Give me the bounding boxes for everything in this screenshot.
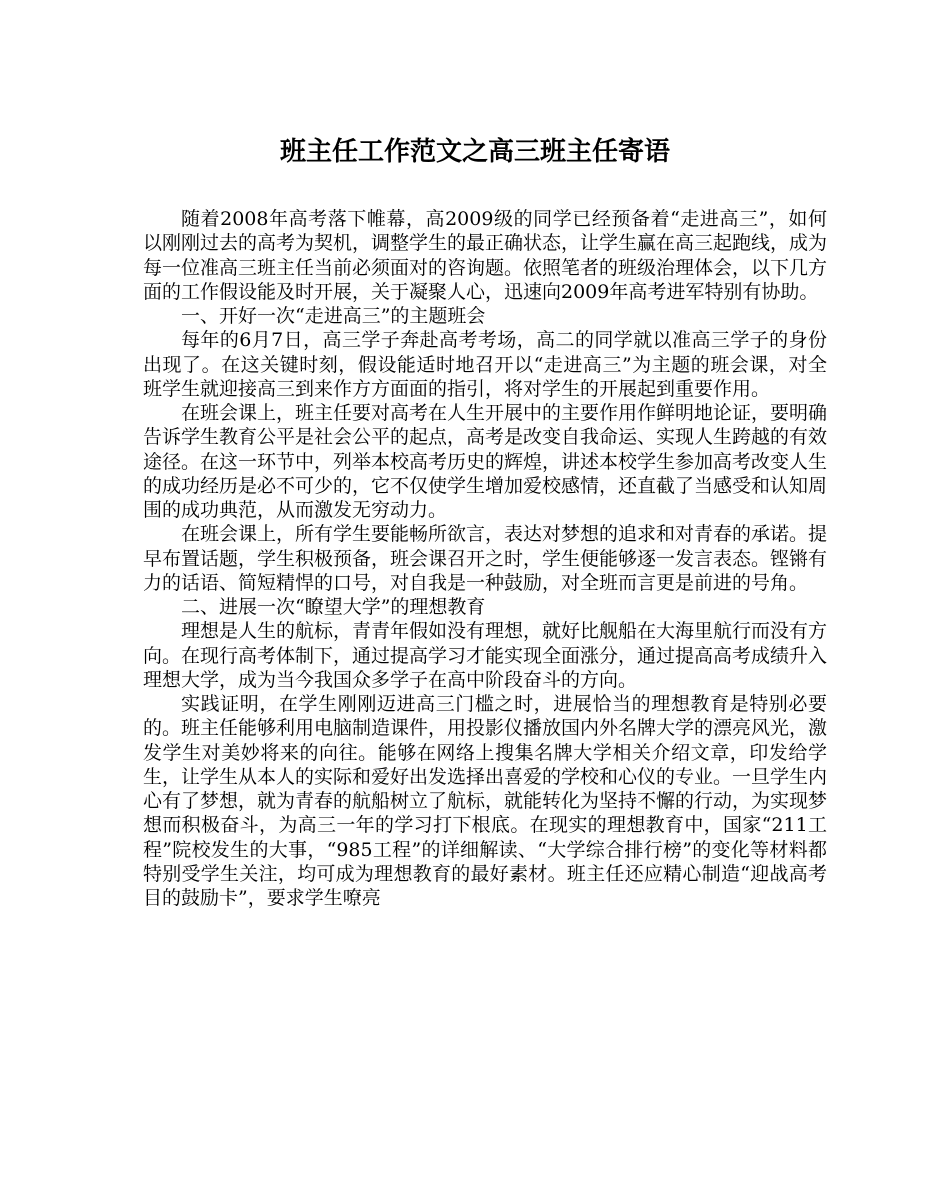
document-body [143,207,827,910]
body-paragraph: 每年的6月7日，高三学子奔赴高考考场，高二的同学就以准高三学子的身份出现了。在这关键时刻，假设能适时地召开以“走进高三”为主题的班会课，对全班学生就迎接高三到来作方方面面的指引，将对学生的开展起到重要作用。 [143,329,827,400]
body-paragraph: 实践证明，在学生刚刚迈进高三门槛之时，进展恰当的理想教育是特别必要的。班主任能够利用电脑制造课件，用投影仪播放国内外名牌大学的漂亮风光，激发学生对美妙将来的向往。能够在网络上搜集名牌大学相关介绍文章，印发给学生，让学生从本人的实际和爱好出发选择出喜爱的学校和心仪的专业。一旦学生内心有了梦想，就为青春的航船树立了航标，就能转化为坚持不懈的行动，为实现梦想而积极奋斗，为高三一年的学习打下根底。在现实的理想教育中，国家“211工程”院校发生的大事，“985工程”的详细解读、“大学综合排行榜”的变化等材料都特别受学生关注，均可成为理想教育的最好素材。班主任还应精心制造“迎战高考目的鼓励卡”，要求学生嘹亮 [143,693,828,909]
section-heading: 一、开好一次“走进高三”的主题班会 [181,305,486,327]
body-paragraph: 在班会课上，班主任要对高考在人生开展中的主要作用作鲜明地论证，要明确告诉学生教育公平是社会公平的起点，高考是改变自我命运、实现人生跨越的有效途径。在这一环节中，列举本校高考历史的辉煌，讲述本校学生参加高考改变人生的成功经历是必不可少的，它不仅使学生增加爱校感情，还直截了当感受和认知周围的成功典范，从而激发无穷动力。 [143,402,828,521]
section-heading: 二、进展一次“瞭望大学”的理想教育 [181,596,486,618]
body-paragraph: 在班会课上，所有学生要能畅所欲言，表达对梦想的追求和对青春的承诺。提早布置话题，学生积极预备，班会课召开之时，学生便能够逐一发言表态。铿锵有力的话语、简短精悍的口号，对自我是一种鼓励，对全班而言更是前进的号角。 [143,523,828,594]
body-paragraph: 理想是人生的航标，青青年假如没有理想，就好比舰船在大海里航行而没有方向。在现行高考体制下，通过提高学习才能实现全面涨分，通过提高高考成绩升入理想大学，成为当今我国众多学子在高中阶段奋斗的方向。 [143,620,828,691]
body-paragraph: 随着2008年高考落下帷幕，高2009级的同学已经预备着“走进高三”，如何以刚刚过去的高考为契机，调整学生的最正确状态，让学生赢在高三起跑线，成为每一位准高三班主任当前必须面对的咨询题。依照笔者的班级治理体会，以下几方面的工作假设能及时开展，关于凝聚人心，迅速向2009年高考进军特别有协助。 [143,208,828,303]
document-title: 班主任工作范文之高三班主任寄语 [279,137,670,167]
